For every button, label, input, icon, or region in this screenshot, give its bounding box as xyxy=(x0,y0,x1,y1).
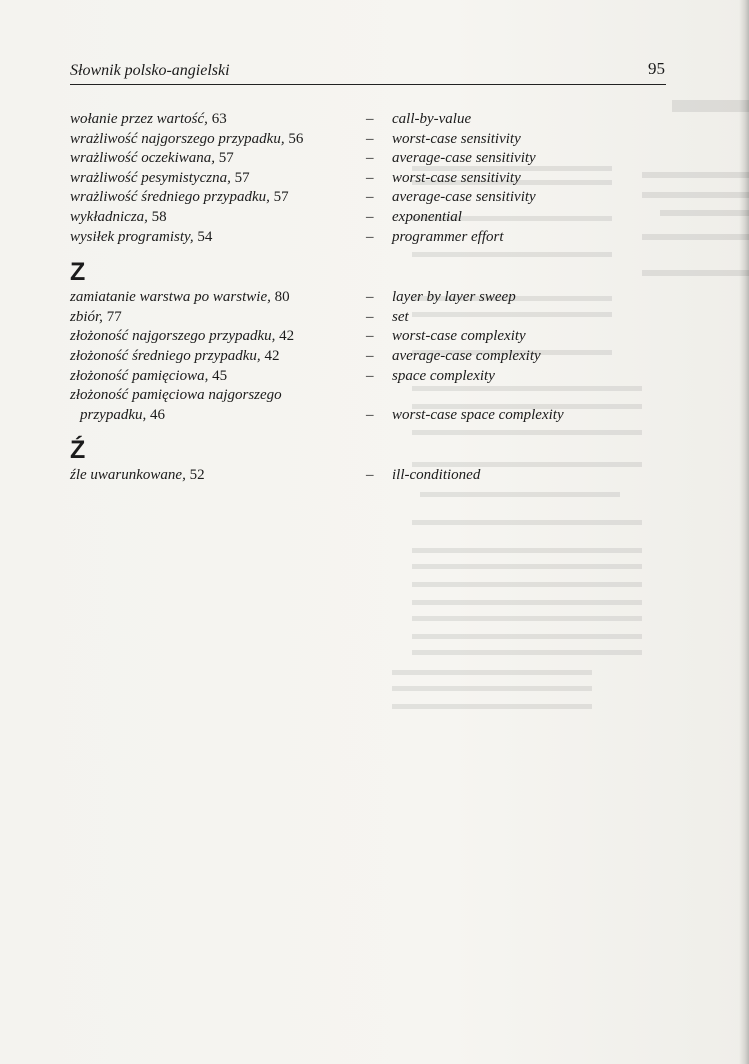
english-term: average-case complexity xyxy=(392,347,541,364)
glossary-entry xyxy=(70,208,666,228)
entry-dash: – xyxy=(366,111,374,127)
english-term: space complexity xyxy=(392,367,495,384)
english-term: call-by-value xyxy=(392,111,472,127)
entry-dash: – xyxy=(366,150,374,167)
polish-term: wrażliwość najgorszego przypadku, 56 xyxy=(70,130,304,147)
polish-term: złożoność najgorszego przypadku, 42 xyxy=(70,328,295,345)
page-reference: 80 xyxy=(274,289,290,306)
polish-term: złożoność pamięciowa, 45 xyxy=(70,367,228,384)
english-term: exponential xyxy=(392,208,462,225)
polish-term: wrażliwość oczekiwana, 57 xyxy=(70,150,234,167)
entry-dash: – xyxy=(366,308,374,325)
entry-dash: – xyxy=(366,169,374,186)
glossary-entry xyxy=(70,386,666,425)
entry-dash: – xyxy=(366,367,374,384)
english-term: programmer effort xyxy=(392,228,504,245)
page-reference: 46 xyxy=(150,406,165,423)
polish-term: wrażliwość pesymistyczna, 57 xyxy=(70,169,250,186)
glossary-entry xyxy=(70,130,666,150)
entry-dash: – xyxy=(366,130,374,147)
english-term: worst-case sensitivity xyxy=(392,130,521,147)
glossary-entry xyxy=(70,367,666,387)
entry-dash: – xyxy=(366,467,374,484)
section-letter xyxy=(70,425,666,466)
entry-dash: – xyxy=(366,406,374,423)
page-number: 95 xyxy=(648,59,665,78)
english-term: average-case sensitivity xyxy=(392,150,536,167)
entry-dash: – xyxy=(366,289,374,306)
english-term: ill-conditioned xyxy=(392,467,481,484)
english-term: worst-case complexity xyxy=(392,328,526,345)
glossary-entry xyxy=(70,228,666,248)
glossary-entry xyxy=(70,327,666,347)
polish-term-continuation: przypadku, 46 xyxy=(80,406,165,423)
entry-dash: – xyxy=(366,328,374,345)
polish-term: złożoność średniego przypadku, 42 xyxy=(70,347,280,364)
glossary-entry xyxy=(70,466,666,486)
polish-term: wysiłek programisty, 54 xyxy=(70,228,213,245)
polish-term: wykładnicza, 58 xyxy=(70,208,167,225)
polish-term: zbiór, 77 xyxy=(70,308,122,325)
section-letter-text: Ź xyxy=(70,436,86,465)
page-reference: 42 xyxy=(279,328,295,345)
page-reference: 58 xyxy=(151,208,167,225)
page-reference: 54 xyxy=(197,228,213,245)
page-reference: 56 xyxy=(288,130,304,147)
page-edge-shadow xyxy=(739,0,749,1064)
page-reference: 45 xyxy=(212,367,228,384)
page-reference: 63 xyxy=(211,111,227,127)
glossary-entry xyxy=(70,288,666,308)
glossary-entry xyxy=(70,308,666,328)
page-reference: 57 xyxy=(218,150,234,167)
page-reference: 42 xyxy=(264,347,280,364)
english-term: layer by layer sweep xyxy=(392,289,516,306)
glossary-entry xyxy=(70,149,666,169)
entry-dash: – xyxy=(366,189,374,206)
running-head xyxy=(70,60,666,85)
glossary-entry xyxy=(70,110,666,130)
section-letter-text: Z xyxy=(70,258,86,287)
glossary-entry xyxy=(70,188,666,208)
glossary-entry xyxy=(70,169,666,189)
page-reference: 77 xyxy=(106,308,122,325)
polish-term: wrażliwość średniego przypadku, 57 xyxy=(70,189,289,206)
polish-term: źle uwarunkowane, 52 xyxy=(70,467,205,484)
english-term: worst-case space complexity xyxy=(392,406,564,423)
running-head-title: Słownik polsko-angielski xyxy=(70,62,230,79)
polish-term: zamiatanie warstwa po warstwie, 80 xyxy=(70,289,290,306)
page-reference: 52 xyxy=(189,467,205,484)
section-letter xyxy=(70,247,666,288)
polish-term: wołanie przez wartość, 63 xyxy=(70,111,227,127)
english-term: average-case sensitivity xyxy=(392,189,536,206)
glossary-entries xyxy=(70,110,666,486)
polish-term: złożoność pamięciowa najgorszego przypadku, 46 xyxy=(70,386,355,425)
english-term: worst-case sensitivity xyxy=(392,169,521,186)
english-term: set xyxy=(392,308,409,325)
entry-dash: – xyxy=(366,347,374,364)
page-reference: 57 xyxy=(234,169,250,186)
entry-dash: – xyxy=(366,228,374,245)
glossary-entry xyxy=(70,347,666,367)
page-reference: 57 xyxy=(273,189,289,206)
entry-dash: – xyxy=(366,208,374,225)
